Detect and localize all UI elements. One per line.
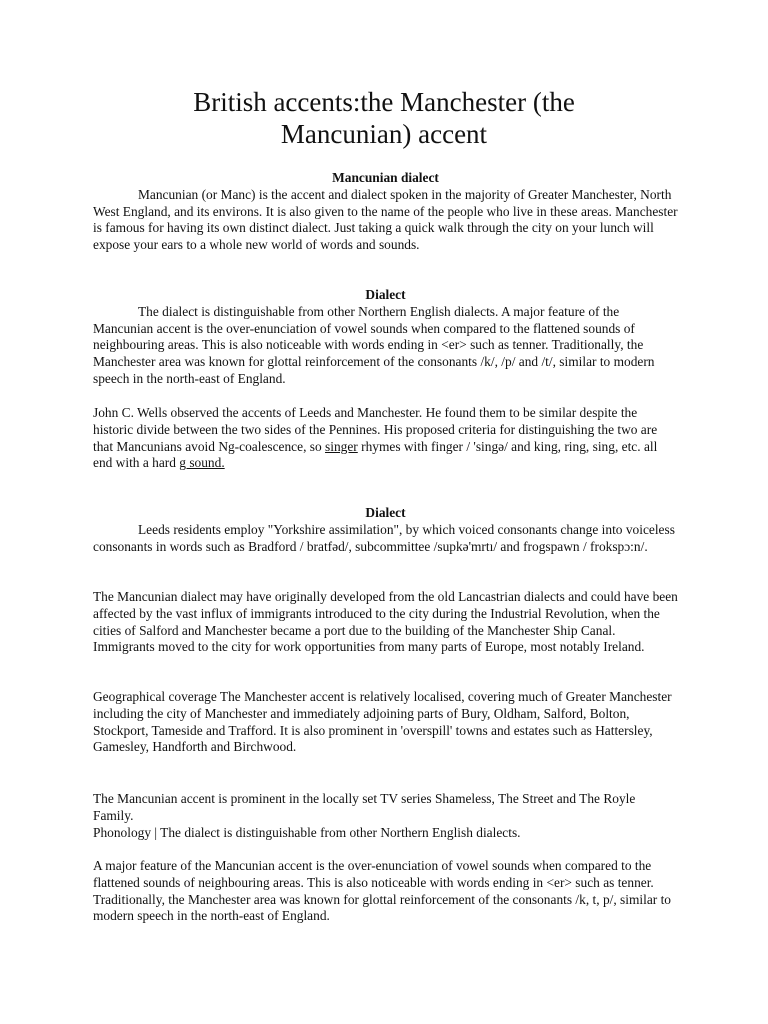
section-tv-and-phonology <box>93 791 678 841</box>
page-title <box>0 86 768 150</box>
body-paragraph: A major feature of the Mancunian accent is the over-enunciation of vowel sounds when compared to the flattened sounds of neighbouring areas. This is also noticeable with words ending in <er> such as tenner. Traditionally, the Manchester area was known for glottal reinforcement of the consonants /k, t, p/, similar to modern speech in the north-east of England. <box>93 858 672 924</box>
singer-link[interactable]: singer <box>325 438 358 454</box>
section-heading: Dialect <box>365 287 406 302</box>
g-sound-link[interactable]: g sound. <box>179 455 225 471</box>
section-dialect-1-wells <box>93 405 678 472</box>
title-line-2: Mancunian) accent <box>280 119 488 149</box>
section-heading: Mancunian dialect <box>332 170 439 185</box>
section-heading: Dialect <box>365 505 406 520</box>
body-paragraph: The Mancunian accent is prominent in the locally set TV series Shameless, The Street and The Royle Family. <box>93 791 636 823</box>
paragraph-text: John C. Wells observed the accents of Leeds and Manchester. He found them to be similar despite the historic divide between the two sides of the Pennines. His proposed criteria for distinguishing the two are that Mancunians avoid Ng-coalescence, so <box>93 405 658 454</box>
title-line-1: British accents:the Manchester (the <box>193 87 575 117</box>
section-geographical-coverage <box>93 689 678 756</box>
section-major-feature <box>93 858 678 925</box>
body-paragraph: Phonology | The dialect is distinguishable from other Northern English dialects. <box>93 824 521 840</box>
paragraph-text: rhymes with finger / 'singə/ and king, ring, sing, etc. all end with a hard <box>93 438 658 471</box>
section-origins <box>93 589 678 656</box>
body-paragraph: The Mancunian dialect may have originally developed from the old Lancastrian dialects and could have been affected by the vast influx of immigrants introduced to the city during the Industrial Revolution, when the cities of Salford and Manchester became a port due to the building of the Manchester Ship Canal. Immigrants moved to the city for work opportunities from many parts of Europe, most notably Ireland. <box>93 589 678 655</box>
section-mancunian-dialect <box>93 170 678 254</box>
body-paragraph <box>93 405 678 472</box>
section-dialect-2 <box>93 505 678 555</box>
section-dialect-1 <box>93 287 678 388</box>
body-paragraph: Mancunian (or Manc) is the accent and dialect spoken in the majority of Greater Manchester, North West England, and its environs. It is also given to the name of the people who live in these areas. Manchester is famous for having its own distinct dialect. Just taking a quick walk through the city on your lunch will expose your ears to a whole new world of words and sounds. <box>93 186 678 253</box>
body-paragraph: Leeds residents employ "Yorkshire assimilation", by which voiced consonants change into voiceless consonants in words such as Bradford / bratfəd/, subcommittee /supkə'mrtı/ and frogspawn / frokspɔ:n/. <box>93 521 675 554</box>
body-paragraph: Geographical coverage The Manchester accent is relatively localised, covering much of Greater Manchester including the city of Manchester and immediately adjoining parts of Bury, Oldham, Salford, Bolton, Stockport, Tameside and Trafford. It is also prominent in 'overspill' towns and estates such as Hattersley, Gamesley, Handforth and Birchwood. <box>93 689 672 755</box>
body-paragraph: The dialect is distinguishable from other Northern English dialects. A major feature of the Mancunian accent is the over-enunciation of vowel sounds when compared to the flattened sounds of neighbouring areas. This is also noticeable with words ending in <er> such as tenner. Traditionally, the Manchester area was known for glottal reinforcement of the consonants /k/, /p/ and /t/, similar to modern speech in the north-east of England. <box>93 303 655 386</box>
